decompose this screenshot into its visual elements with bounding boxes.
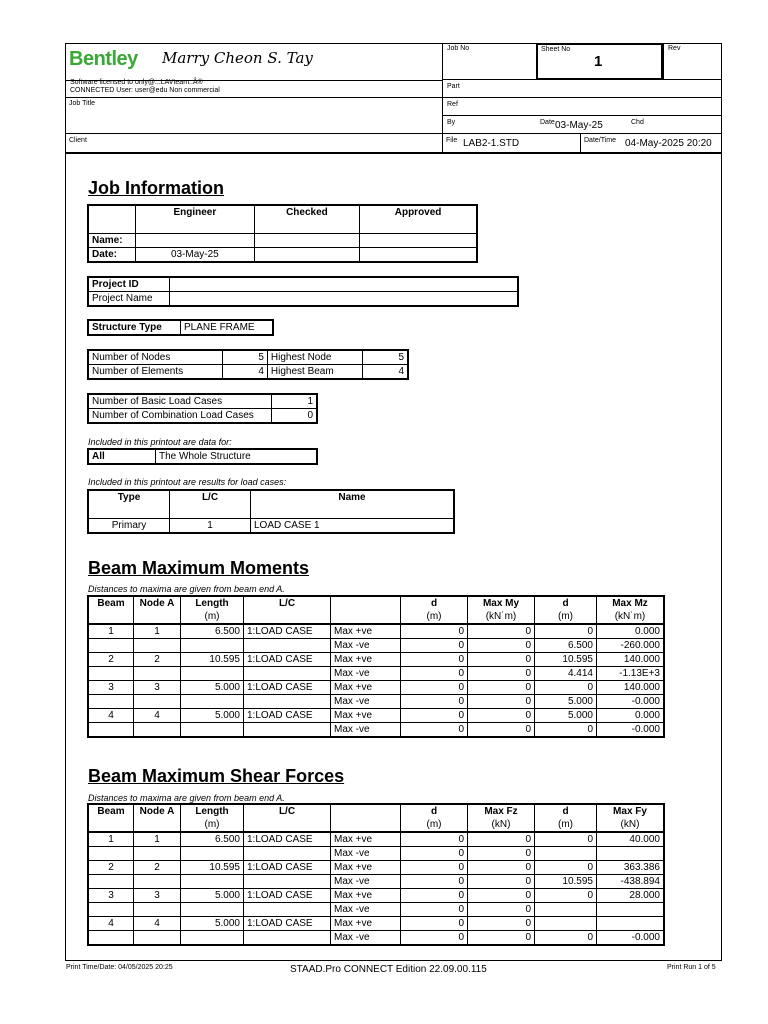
table-cell: Max +ve: [331, 709, 401, 723]
column-header: d: [535, 596, 597, 610]
table-cell: -0.000: [597, 931, 665, 946]
lc-no: 1: [170, 518, 251, 533]
project-id-value: [170, 277, 519, 292]
table-cell: 5.000: [181, 889, 244, 903]
moments-heading: Beam Maximum Moments: [88, 558, 310, 578]
table-row: [88, 917, 664, 931]
table-cell: 1:LOAD CASE: [244, 624, 331, 639]
date-value: 03-May-25: [555, 120, 603, 131]
column-header: Node A: [134, 804, 181, 818]
table-cell: 0: [468, 903, 535, 917]
included-whole: The Whole Structure: [156, 449, 318, 464]
table-cell: 140.000: [597, 653, 665, 667]
lc-type: Primary: [88, 518, 170, 533]
unit-cell: (kN˙m): [468, 610, 535, 624]
table-cell: [244, 667, 331, 681]
load-case-table: [87, 489, 455, 534]
moments-table: [87, 595, 665, 738]
license-line-2: CONNECTED User: user@edu Non commercial: [70, 87, 220, 94]
license-line-1: Software licensed to only@:::LAVteam::Â®: [70, 79, 203, 86]
by-label: By: [447, 119, 456, 126]
unit-cell: (kN): [468, 818, 535, 832]
table-cell: 0: [401, 875, 468, 889]
checked-name: [254, 233, 359, 247]
table-cell: Max +ve: [331, 624, 401, 639]
ref-label: Ref: [447, 101, 458, 108]
table-cell: 0: [401, 723, 468, 738]
table-cell: 1:LOAD CASE: [244, 681, 331, 695]
highest-beam-value: 4: [363, 365, 409, 380]
table-cell: 1:LOAD CASE: [244, 832, 331, 847]
table-cell: [134, 931, 181, 946]
header-divider: [442, 43, 443, 153]
table-cell: 0: [535, 931, 597, 946]
nodes-value: 5: [222, 350, 267, 365]
column-header: Max Fy: [597, 804, 665, 818]
included-results-note: Included in this printout are results for load cases:: [88, 477, 287, 487]
table-cell: 0: [401, 832, 468, 847]
table-cell: Max +ve: [331, 832, 401, 847]
table-cell: 0: [468, 875, 535, 889]
table-cell: 0: [468, 667, 535, 681]
elements-value: 4: [222, 365, 267, 380]
col-approved: Approved: [360, 205, 477, 233]
file-label: File: [446, 137, 458, 144]
table-cell: Max -ve: [331, 695, 401, 709]
highest-node-value: 5: [363, 350, 409, 365]
print-time: Print Time/Date: 04/05/2025 20:25: [66, 964, 173, 971]
table-cell: 4: [134, 917, 181, 931]
table-cell: 6.500: [181, 624, 244, 639]
table-cell: Max +ve: [331, 861, 401, 875]
table-cell: 0: [401, 695, 468, 709]
column-header: Max My: [468, 596, 535, 610]
table-cell: [88, 875, 134, 889]
table-cell: 1: [88, 832, 134, 847]
table-cell: 0: [401, 639, 468, 653]
comb-lc-label: Number of Combination Load Cases: [88, 409, 272, 424]
job-information-heading: Job Information: [88, 178, 224, 198]
moments-note: Distances to maxima are given from beam end A.: [88, 584, 285, 594]
table-cell: 0: [535, 624, 597, 639]
table-cell: 4: [134, 709, 181, 723]
table-cell: 3: [134, 889, 181, 903]
table-cell: 1:LOAD CASE: [244, 653, 331, 667]
lc-col-type: Type: [88, 490, 170, 518]
table-cell: 4: [88, 709, 134, 723]
table-cell: [134, 847, 181, 861]
unit-cell: [244, 818, 331, 832]
table-cell: 0: [468, 653, 535, 667]
table-cell: 3: [134, 681, 181, 695]
table-cell: 5.000: [181, 917, 244, 931]
lc-col-lc: L/C: [170, 490, 251, 518]
table-row: [88, 931, 664, 946]
column-header: Max Mz: [597, 596, 665, 610]
table-cell: 0: [535, 861, 597, 875]
table-cell: 4: [88, 917, 134, 931]
included-data-note: Included in this printout are data for:: [88, 437, 232, 447]
table-row: [88, 903, 664, 917]
table-cell: [181, 847, 244, 861]
table-cell: [88, 847, 134, 861]
column-header: d: [401, 596, 468, 610]
table-cell: [88, 903, 134, 917]
table-cell: 2: [88, 653, 134, 667]
unit-cell: [331, 610, 401, 624]
table-cell: -1.13E+3: [597, 667, 665, 681]
project-name-value: [170, 292, 519, 307]
table-cell: 10.595: [535, 875, 597, 889]
table-cell: 5.000: [535, 709, 597, 723]
table-row: [88, 832, 664, 847]
table-cell: 2: [134, 653, 181, 667]
table-cell: 1:LOAD CASE: [244, 917, 331, 931]
chd-label: Chd: [631, 119, 644, 126]
table-cell: 0: [468, 889, 535, 903]
unit-cell: [134, 818, 181, 832]
table-row: [88, 723, 664, 738]
table-cell: 5.000: [181, 681, 244, 695]
included-all: All: [88, 449, 156, 464]
table-cell: 3: [88, 681, 134, 695]
file-value: LAB2-1.STD: [463, 138, 520, 149]
header-divider: [65, 97, 722, 98]
table-cell: 0: [401, 889, 468, 903]
table-cell: -0.000: [597, 695, 665, 709]
unit-cell: (m): [181, 818, 244, 832]
table-cell: 140.000: [597, 681, 665, 695]
table-cell: Max +ve: [331, 917, 401, 931]
table-cell: 1:LOAD CASE: [244, 861, 331, 875]
bentley-logo: Bentley: [69, 48, 138, 70]
table-cell: 2: [134, 861, 181, 875]
table-cell: 0: [468, 723, 535, 738]
table-cell: 0: [468, 639, 535, 653]
table-row: [88, 653, 664, 667]
table-cell: 0: [535, 681, 597, 695]
unit-cell: [88, 818, 134, 832]
table-cell: [88, 667, 134, 681]
table-cell: [597, 847, 665, 861]
table-cell: 6.500: [535, 639, 597, 653]
col-checked: Checked: [254, 205, 359, 233]
table-cell: 1: [134, 624, 181, 639]
unit-cell: (kN): [597, 818, 665, 832]
signoff-corner: [88, 205, 136, 233]
job-no-label: Job No: [447, 45, 470, 52]
column-header: Beam: [88, 804, 134, 818]
table-cell: [244, 723, 331, 738]
basic-lc-label: Number of Basic Load Cases: [88, 394, 272, 409]
table-cell: Max -ve: [331, 875, 401, 889]
table-cell: 0.000: [597, 709, 665, 723]
sheet-no: 1: [594, 53, 603, 70]
unit-cell: (m): [401, 610, 468, 624]
table-cell: 2: [88, 861, 134, 875]
column-header: [331, 804, 401, 818]
part-label: Part: [447, 83, 460, 90]
engineer-name: [136, 233, 255, 247]
table-cell: [134, 903, 181, 917]
shears-heading: Beam Maximum Shear Forces: [88, 766, 345, 786]
included-data-table: [87, 448, 318, 465]
table-cell: 0: [401, 667, 468, 681]
table-cell: 0: [468, 861, 535, 875]
table-row: [88, 639, 664, 653]
client-label: Client: [69, 137, 87, 144]
table-cell: [181, 667, 244, 681]
table-cell: [244, 847, 331, 861]
column-header: Max Fz: [468, 804, 535, 818]
table-cell: Max -ve: [331, 847, 401, 861]
project-name-label: Project Name: [88, 292, 170, 307]
table-row: [88, 695, 664, 709]
table-cell: 0: [401, 861, 468, 875]
table-cell: [244, 875, 331, 889]
table-cell: 0: [535, 832, 597, 847]
load-cases-count-table: [87, 393, 318, 424]
nodes-label: Number of Nodes: [88, 350, 222, 365]
checked-date: [254, 247, 359, 262]
table-cell: [134, 695, 181, 709]
table-cell: [181, 931, 244, 946]
table-cell: 28.000: [597, 889, 665, 903]
table-cell: [181, 639, 244, 653]
table-cell: 0: [401, 931, 468, 946]
table-cell: [535, 847, 597, 861]
column-header: Beam: [88, 596, 134, 610]
table-cell: 0: [401, 917, 468, 931]
col-engineer: Engineer: [136, 205, 255, 233]
table-cell: [181, 875, 244, 889]
table-cell: 0: [468, 847, 535, 861]
datetime-label: Date/Time: [584, 137, 617, 144]
header-divider: [65, 133, 722, 134]
table-cell: 0: [468, 624, 535, 639]
table-cell: 1: [134, 832, 181, 847]
table-cell: 0: [468, 709, 535, 723]
table-cell: [134, 667, 181, 681]
unit-cell: (m): [401, 818, 468, 832]
unit-cell: [88, 610, 134, 624]
table-cell: -0.000: [597, 723, 665, 738]
table-row: [88, 875, 664, 889]
project-table: [87, 276, 519, 307]
table-row: [88, 847, 664, 861]
highest-beam-label: Highest Beam: [267, 365, 362, 380]
table-cell: [597, 903, 665, 917]
lc-col-name: Name: [251, 490, 455, 518]
header-divider: [580, 133, 581, 153]
table-row: [88, 889, 664, 903]
table-row: [88, 861, 664, 875]
table-cell: [134, 875, 181, 889]
table-cell: [535, 917, 597, 931]
shears-note: Distances to maxima are given from beam end A.: [88, 793, 285, 803]
rev-label: Rev: [668, 45, 681, 52]
table-cell: 0.000: [597, 624, 665, 639]
approved-name: [360, 233, 477, 247]
table-cell: 0: [468, 832, 535, 847]
table-cell: [88, 639, 134, 653]
table-cell: 40.000: [597, 832, 665, 847]
nodes-elements-table: [87, 349, 409, 380]
table-cell: [181, 695, 244, 709]
table-cell: 1:LOAD CASE: [244, 889, 331, 903]
unit-cell: (m): [535, 610, 597, 624]
date-label: Date: [540, 119, 555, 126]
sheet-no-label: Sheet No: [541, 46, 571, 53]
comb-lc-value: 0: [272, 409, 318, 424]
name-label: Name:: [88, 233, 136, 247]
table-cell: -260.000: [597, 639, 665, 653]
structure-type-table: [87, 319, 274, 336]
print-run: Print Run 1 of 5: [667, 964, 716, 971]
table-cell: 1: [88, 624, 134, 639]
unit-cell: (kN˙m): [597, 610, 665, 624]
structure-type-label: Structure Type: [88, 320, 181, 335]
date-row-label: Date:: [88, 247, 136, 262]
table-cell: 10.595: [535, 653, 597, 667]
table-cell: 0: [468, 681, 535, 695]
table-cell: 4.414: [535, 667, 597, 681]
table-cell: 3: [88, 889, 134, 903]
basic-lc-value: 1: [272, 394, 318, 409]
table-cell: [88, 931, 134, 946]
header-divider: [65, 152, 722, 154]
table-cell: 0: [468, 695, 535, 709]
table-cell: Max -ve: [331, 639, 401, 653]
table-cell: 1:LOAD CASE: [244, 709, 331, 723]
shears-table: [87, 803, 665, 946]
table-cell: Max -ve: [331, 723, 401, 738]
table-cell: [244, 903, 331, 917]
column-header: Length: [181, 804, 244, 818]
table-cell: 0: [401, 709, 468, 723]
table-cell: [597, 917, 665, 931]
table-cell: 0: [468, 931, 535, 946]
column-header: d: [401, 804, 468, 818]
table-cell: [88, 695, 134, 709]
table-cell: 0: [401, 903, 468, 917]
table-cell: 0: [401, 847, 468, 861]
header-divider: [663, 43, 664, 80]
table-cell: [535, 903, 597, 917]
datetime-value: 04-May-2025 20:20: [625, 138, 712, 149]
column-header: d: [535, 804, 597, 818]
table-cell: 0: [468, 917, 535, 931]
lc-name: LOAD CASE 1: [251, 518, 455, 533]
header-divider: [442, 115, 722, 116]
elements-label: Number of Elements: [88, 365, 222, 380]
approved-date: [360, 247, 477, 262]
table-cell: 0: [535, 723, 597, 738]
unit-cell: [134, 610, 181, 624]
table-cell: [244, 695, 331, 709]
table-cell: Max -ve: [331, 931, 401, 946]
table-cell: Max +ve: [331, 889, 401, 903]
table-cell: [244, 931, 331, 946]
table-cell: 0: [401, 681, 468, 695]
table-cell: 0: [401, 624, 468, 639]
column-header: L/C: [244, 804, 331, 818]
unit-cell: (m): [535, 818, 597, 832]
unit-cell: (m): [181, 610, 244, 624]
table-row: [88, 681, 664, 695]
unit-cell: [331, 818, 401, 832]
highest-node-label: Highest Node: [267, 350, 362, 365]
column-header: Node A: [134, 596, 181, 610]
table-cell: 0: [535, 889, 597, 903]
table-cell: Max +ve: [331, 681, 401, 695]
table-cell: [134, 639, 181, 653]
table-row: [88, 709, 664, 723]
signature: Marry Cheon S. Tay: [162, 49, 313, 67]
table-cell: Max -ve: [331, 667, 401, 681]
column-header: [331, 596, 401, 610]
table-cell: Max +ve: [331, 653, 401, 667]
table-cell: -438.894: [597, 875, 665, 889]
table-cell: 0: [401, 653, 468, 667]
table-cell: 5.000: [181, 709, 244, 723]
structure-type-value: PLANE FRAME: [181, 320, 274, 335]
table-cell: 363.386: [597, 861, 665, 875]
table-cell: [181, 723, 244, 738]
engineer-date: 03-May-25: [136, 247, 255, 262]
table-row: [88, 667, 664, 681]
table-cell: 6.500: [181, 832, 244, 847]
table-cell: [88, 723, 134, 738]
table-cell: [181, 903, 244, 917]
project-id-label: Project ID: [88, 277, 170, 292]
signoff-table: [87, 204, 478, 263]
table-row: [88, 624, 664, 639]
table-cell: [134, 723, 181, 738]
table-cell: 10.595: [181, 861, 244, 875]
column-header: L/C: [244, 596, 331, 610]
column-header: Length: [181, 596, 244, 610]
unit-cell: [244, 610, 331, 624]
job-title-label: Job Title: [69, 100, 96, 107]
program-version: STAAD.Pro CONNECT Edition 22.09.00.115: [290, 964, 487, 975]
table-cell: Max -ve: [331, 903, 401, 917]
table-cell: [244, 639, 331, 653]
table-cell: 5.000: [535, 695, 597, 709]
table-cell: 10.595: [181, 653, 244, 667]
